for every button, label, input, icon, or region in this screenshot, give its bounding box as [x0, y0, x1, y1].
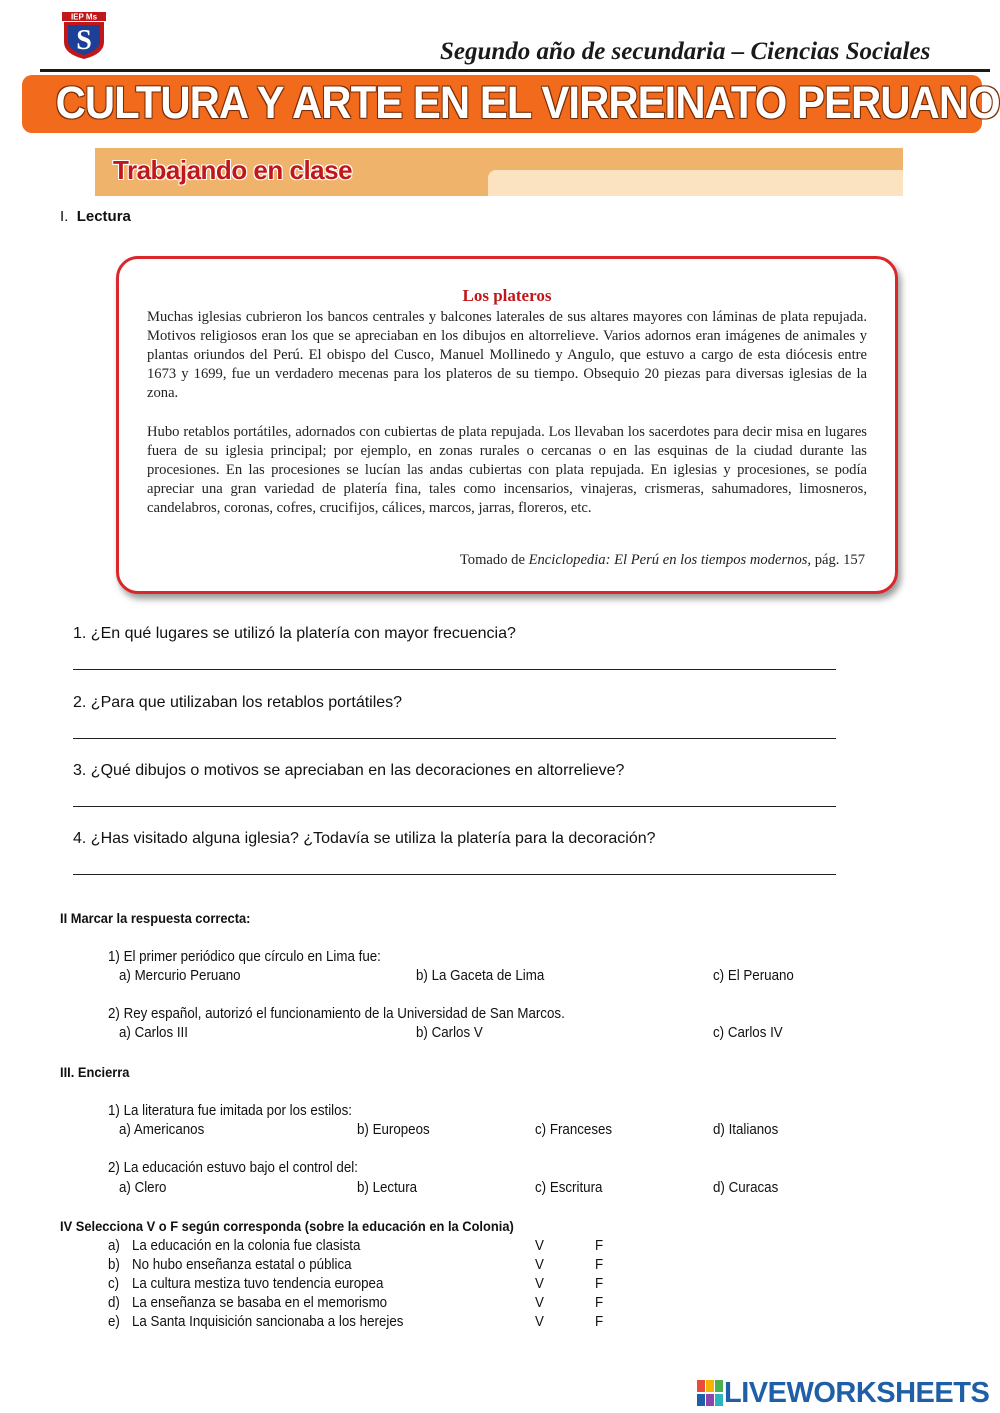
answer-line-4[interactable] [73, 874, 836, 875]
subject-heading: Segundo año de secundaria – Ciencias Sociales [440, 38, 931, 65]
s2-item-2-option-a[interactable]: a) Carlos III [119, 1025, 188, 1041]
section-3-heading: III. Encierra [60, 1064, 130, 1080]
reading-source-prefix: Tomado de [459, 552, 529, 568]
s4-item-a-letter: a) [108, 1238, 120, 1254]
s3-item-1-option-c[interactable]: c) Franceses [535, 1122, 613, 1138]
reading-box [116, 256, 898, 594]
s3-item-2-stem: 2) La educación estuvo bajo el control del: [108, 1160, 358, 1176]
s4-item-e-true[interactable]: V [535, 1314, 544, 1330]
answer-line-3[interactable] [73, 806, 836, 807]
s4-item-a-true[interactable]: V [535, 1238, 544, 1254]
reading-title: Los plateros [462, 286, 552, 305]
s4-item-c-false[interactable]: F [595, 1276, 604, 1292]
s2-item-1-option-a[interactable]: a) Mercurio Peruano [119, 968, 241, 984]
question-1: 1. ¿En qué lugares se utilizó la platería con mayor frecuencia? [73, 625, 516, 642]
s3-item-2-option-c[interactable]: c) Escritura [535, 1180, 603, 1196]
s4-item-a-text: La educación en la colonia fue clasista [132, 1238, 361, 1254]
s2-item-2-option-c[interactable]: c) Carlos IV [713, 1025, 783, 1041]
section-4-heading: IV Selecciona V o F según corresponda (sobre la educación en la Colonia) [60, 1218, 514, 1234]
s4-item-e-text: La Santa Inquisición sancionaba a los herejes [132, 1314, 404, 1330]
reading-source [460, 552, 865, 569]
s3-item-1-option-d[interactable]: d) Italianos [713, 1122, 779, 1138]
header-divider [40, 69, 990, 72]
s4-item-c-text: La cultura mestiza tuvo tendencia europea [132, 1276, 384, 1292]
s4-item-d-letter: d) [108, 1295, 120, 1311]
reading-paragraph-1: Muchas iglesias cubrieron los bancos centrales y balcones laterales de sus altares mayores con láminas de plata repujada. Motivos religiosos eran los que se apreciaban en los dibujos en altorrelieve. Varios adornos eran imágenes de animales y plantas oriundos del Perú. El obispo del Cusco, Manuel Mollinedo y Angulo, que estuvo a cargo de esta diócesis entre 1673 y 1699, fue un verdadero mecenas para los plateros de su tiempo. Obsequio 20 piezas para diversas iglesias de la zona. [147, 309, 867, 401]
question-3: 3. ¿Qué dibujos o motivos se apreciaban en las decoraciones en altorrelieve? [73, 762, 625, 779]
s3-item-2-option-b[interactable]: b) Lectura [357, 1180, 418, 1196]
section-2-heading: II Marcar la respuesta correcta: [60, 910, 251, 926]
s4-item-b-letter: b) [108, 1257, 120, 1273]
s4-item-d-false[interactable]: F [595, 1295, 604, 1311]
s4-item-e-false[interactable]: F [595, 1314, 604, 1330]
reading-source-page: pág. 157 [811, 552, 865, 568]
s4-item-d-text: La enseñanza se basaba en el memorismo [132, 1295, 388, 1311]
reading-paragraph-2: Hubo retablos portátiles, adornados con cubiertas de plata repujada. Los llevaban los sacerdotes para decir misa en lugares fuera de su iglesia principal; por ejemplo, en zonas rurales o cercanas o en las esquinas de la ciudad durante las procesiones. En las procesiones se lucían las andas cubiertas con plata repujada. En iglesias y procesiones, se podía apreciar una gran variedad de platería fina, tales como incensarios, vinajeras, crismeras, sahumadores, limosneros, candelabros, coronas, cofres, crucifijos, cálices, marcos, jarras, floreros, etc. [147, 424, 867, 516]
section-1-number: I. [60, 208, 69, 225]
s4-item-c-letter: c) [108, 1276, 120, 1292]
s3-item-2-option-d[interactable]: d) Curacas [713, 1180, 779, 1196]
section-banner-label: Trabajando en clase [113, 155, 353, 185]
s4-item-e-letter: e) [108, 1314, 120, 1330]
s3-item-1-option-a[interactable]: a) Americanos [119, 1122, 205, 1138]
s4-item-b-text: No hubo enseñanza estatal o pública [132, 1257, 352, 1273]
liveworksheets-logo-icon [697, 1380, 723, 1406]
answer-line-2[interactable] [73, 738, 836, 739]
page-title: CULTURA Y ARTE EN EL VIRREINATO PERUANO [55, 77, 1000, 128]
svg-text:S: S [76, 25, 92, 56]
s4-item-b-false[interactable]: F [595, 1257, 604, 1273]
section-1-heading [60, 208, 131, 225]
s4-item-c-true[interactable]: V [535, 1276, 544, 1292]
s4-item-b-true[interactable]: V [535, 1257, 544, 1273]
logo-text: IEP Ms [70, 12, 98, 22]
s2-item-2-option-b[interactable]: b) Carlos V [416, 1025, 483, 1041]
section-banner-accent [488, 170, 903, 196]
s3-item-1-option-b[interactable]: b) Europeos [357, 1122, 430, 1138]
title-banner [22, 75, 1000, 133]
question-2: 2. ¿Para que utilizaban los retablos portátiles? [73, 694, 403, 711]
s2-item-1-option-b[interactable]: b) La Gaceta de Lima [416, 968, 545, 984]
s4-item-a-false[interactable]: F [595, 1238, 604, 1254]
s3-item-2-option-a[interactable]: a) Clero [119, 1180, 167, 1196]
school-logo [58, 12, 110, 60]
s3-item-1-stem: 1) La literatura fue imitada por los estilos: [108, 1103, 352, 1119]
question-4: 4. ¿Has visitado alguna iglesia? ¿Todavía se utiliza la platería para la decoración? [73, 830, 656, 847]
s2-item-2-stem: 2) Rey español, autorizó el funcionamiento de la Universidad de San Marcos. [108, 1006, 565, 1022]
section-1-label: Lectura [76, 208, 131, 225]
liveworksheets-brand[interactable]: LIVEWORKSHEETS [724, 1377, 990, 1409]
s4-item-d-true[interactable]: V [535, 1295, 544, 1311]
s2-item-1-stem: 1) El primer periódico que círculo en Lima fue: [108, 949, 381, 965]
reading-source-work: Enciclopedia: El Perú en los tiempos modernos, [528, 552, 812, 568]
s2-item-1-option-c[interactable]: c) El Peruano [713, 968, 794, 984]
answer-line-1[interactable] [73, 669, 836, 670]
